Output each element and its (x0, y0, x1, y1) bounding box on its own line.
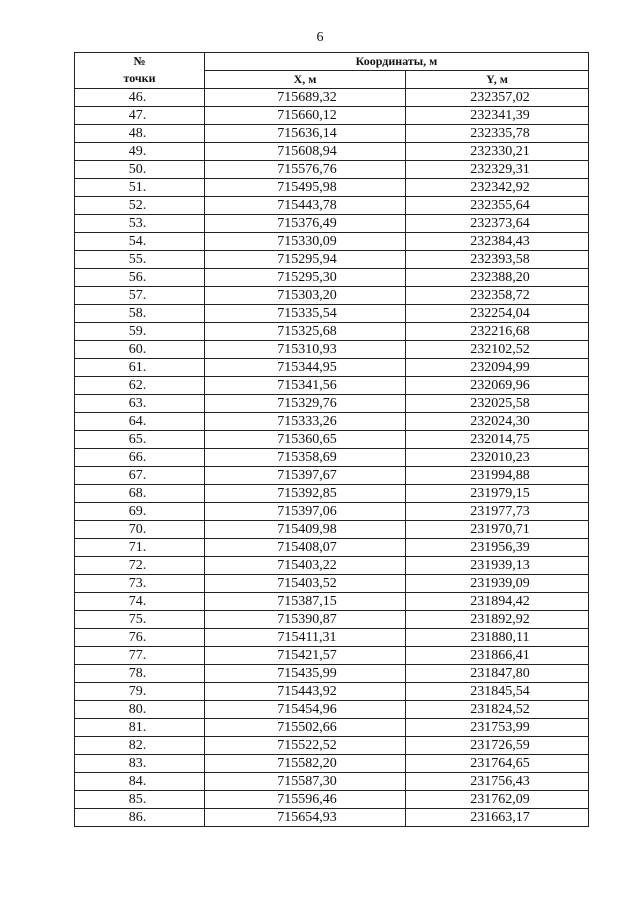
x-coordinate-cell: 715310,93 (205, 341, 406, 359)
table-row (75, 269, 589, 287)
x-coordinate-cell: 715397,06 (205, 503, 406, 521)
point-number-cell: 47. (75, 107, 205, 125)
point-number-cell: 82. (75, 737, 205, 755)
x-coordinate-cell: 715608,94 (205, 143, 406, 161)
table-row (75, 251, 589, 269)
y-coordinate-cell: 232355,64 (406, 197, 589, 215)
y-coordinate-cell: 232010,23 (406, 449, 589, 467)
y-coordinate-cell: 231824,52 (406, 701, 589, 719)
point-number-cell: 76. (75, 629, 205, 647)
y-coordinate-cell: 232014,75 (406, 431, 589, 449)
table-row (75, 323, 589, 341)
point-number-cell: 52. (75, 197, 205, 215)
y-coordinate-cell: 232393,58 (406, 251, 589, 269)
table-row (75, 377, 589, 395)
y-coordinate-cell: 231847,80 (406, 665, 589, 683)
y-coordinate-cell: 232358,72 (406, 287, 589, 305)
point-number-cell: 63. (75, 395, 205, 413)
table-body (75, 89, 589, 827)
point-number-cell: 59. (75, 323, 205, 341)
table-row (75, 557, 589, 575)
table-row (75, 593, 589, 611)
y-coordinate-cell: 231762,09 (406, 791, 589, 809)
x-coordinate-cell: 715330,09 (205, 233, 406, 251)
x-coordinate-cell: 715335,54 (205, 305, 406, 323)
y-coordinate-cell: 231753,99 (406, 719, 589, 737)
x-coordinate-cell: 715495,98 (205, 179, 406, 197)
x-coordinate-cell: 715341,56 (205, 377, 406, 395)
x-coordinate-cell: 715392,85 (205, 485, 406, 503)
table-row (75, 809, 589, 827)
x-coordinate-cell: 715576,76 (205, 161, 406, 179)
point-number-cell: 74. (75, 593, 205, 611)
y-coordinate-cell: 231845,54 (406, 683, 589, 701)
point-number-header (75, 53, 205, 89)
table-row (75, 395, 589, 413)
point-number-cell: 85. (75, 791, 205, 809)
table-row (75, 125, 589, 143)
y-coordinate-cell: 231764,65 (406, 755, 589, 773)
point-number-cell: 48. (75, 125, 205, 143)
table-row (75, 755, 589, 773)
table-row (75, 341, 589, 359)
table-row (75, 197, 589, 215)
table-row (75, 179, 589, 197)
x-coordinate-cell: 715390,87 (205, 611, 406, 629)
table-row (75, 89, 589, 107)
y-coordinate-cell: 231956,39 (406, 539, 589, 557)
y-coordinate-cell: 231866,41 (406, 647, 589, 665)
x-coordinate-cell: 715376,49 (205, 215, 406, 233)
x-coordinate-cell: 715443,92 (205, 683, 406, 701)
coordinates-header: Координаты, м (205, 53, 589, 71)
point-number-cell: 64. (75, 413, 205, 431)
y-coordinate-cell: 232069,96 (406, 377, 589, 395)
point-number-cell: 77. (75, 647, 205, 665)
point-number-cell: 79. (75, 683, 205, 701)
x-coordinate-cell: 715689,32 (205, 89, 406, 107)
point-number-cell: 61. (75, 359, 205, 377)
x-coordinate-cell: 715502,66 (205, 719, 406, 737)
y-coordinate-cell: 232025,58 (406, 395, 589, 413)
table-row (75, 431, 589, 449)
y-coordinate-cell: 232330,21 (406, 143, 589, 161)
x-coordinate-cell: 715435,99 (205, 665, 406, 683)
point-number-cell: 86. (75, 809, 205, 827)
point-number-cell: 84. (75, 773, 205, 791)
point-number-cell: 69. (75, 503, 205, 521)
table-row (75, 683, 589, 701)
x-coordinate-cell: 715325,68 (205, 323, 406, 341)
page-number: 6 (316, 30, 324, 45)
point-number-cell: 53. (75, 215, 205, 233)
point-number-cell: 78. (75, 665, 205, 683)
x-coordinate-cell: 715403,52 (205, 575, 406, 593)
y-coordinate-cell: 232329,31 (406, 161, 589, 179)
table-row (75, 161, 589, 179)
y-coordinate-cell: 231939,13 (406, 557, 589, 575)
x-coordinate-cell: 715421,57 (205, 647, 406, 665)
point-number-cell: 50. (75, 161, 205, 179)
y-coordinate-cell: 232342,92 (406, 179, 589, 197)
y-coordinate-cell: 232357,02 (406, 89, 589, 107)
x-coordinate-cell: 715358,69 (205, 449, 406, 467)
table-row (75, 647, 589, 665)
point-number-cell: 67. (75, 467, 205, 485)
x-coordinate-cell: 715333,26 (205, 413, 406, 431)
y-coordinate-cell: 231894,42 (406, 593, 589, 611)
y-coordinate-cell: 232102,52 (406, 341, 589, 359)
x-coordinate-cell: 715660,12 (205, 107, 406, 125)
point-number-cell: 46. (75, 89, 205, 107)
table-header (75, 53, 589, 89)
y-coordinate-cell: 231880,11 (406, 629, 589, 647)
table-row (75, 467, 589, 485)
point-number-cell: 81. (75, 719, 205, 737)
table-row (75, 413, 589, 431)
y-coordinate-cell: 231970,71 (406, 521, 589, 539)
point-number-cell: 71. (75, 539, 205, 557)
point-number-cell: 70. (75, 521, 205, 539)
x-coordinate-cell: 715409,98 (205, 521, 406, 539)
x-coordinate-cell: 715329,76 (205, 395, 406, 413)
x-coordinate-cell: 715360,65 (205, 431, 406, 449)
point-number-cell: 54. (75, 233, 205, 251)
x-coordinate-cell: 715403,22 (205, 557, 406, 575)
table-row (75, 485, 589, 503)
y-coordinate-cell: 232341,39 (406, 107, 589, 125)
y-coordinate-cell: 232254,04 (406, 305, 589, 323)
point-number-cell: 65. (75, 431, 205, 449)
point-number-cell: 75. (75, 611, 205, 629)
table-row (75, 305, 589, 323)
table-row (75, 233, 589, 251)
table-row (75, 611, 589, 629)
y-coordinate-cell: 231939,09 (406, 575, 589, 593)
point-number-cell: 80. (75, 701, 205, 719)
y-coordinate-cell: 232335,78 (406, 125, 589, 143)
table-row (75, 575, 589, 593)
y-coordinate-cell: 231979,15 (406, 485, 589, 503)
x-coordinate-cell: 715454,96 (205, 701, 406, 719)
point-number-header-line1: № (133, 54, 146, 68)
x-coordinate-cell: 715295,30 (205, 269, 406, 287)
coordinates-table (74, 52, 589, 827)
table-row (75, 107, 589, 125)
point-number-cell: 66. (75, 449, 205, 467)
table-row (75, 521, 589, 539)
table-row (75, 215, 589, 233)
x-coordinate-cell: 715582,20 (205, 755, 406, 773)
table-row (75, 773, 589, 791)
y-coordinate-cell: 231892,92 (406, 611, 589, 629)
x-coordinate-cell: 715344,95 (205, 359, 406, 377)
table-row (75, 665, 589, 683)
y-coordinate-cell: 231994,88 (406, 467, 589, 485)
x-coordinate-cell: 715295,94 (205, 251, 406, 269)
y-coordinate-cell: 232388,20 (406, 269, 589, 287)
point-number-cell: 49. (75, 143, 205, 161)
y-coordinate-cell: 232373,64 (406, 215, 589, 233)
y-coordinate-cell: 231663,17 (406, 809, 589, 827)
table-row (75, 143, 589, 161)
table-row (75, 539, 589, 557)
table-row (75, 359, 589, 377)
x-coordinate-cell: 715303,20 (205, 287, 406, 305)
table-row (75, 629, 589, 647)
x-coordinate-cell: 715636,14 (205, 125, 406, 143)
table-row (75, 737, 589, 755)
point-number-cell: 57. (75, 287, 205, 305)
y-coordinate-cell: 231977,73 (406, 503, 589, 521)
point-number-cell: 56. (75, 269, 205, 287)
point-number-cell: 73. (75, 575, 205, 593)
point-number-cell: 55. (75, 251, 205, 269)
x-coordinate-cell: 715443,78 (205, 197, 406, 215)
y-coordinate-cell: 232216,68 (406, 323, 589, 341)
table-row (75, 701, 589, 719)
table-row (75, 503, 589, 521)
point-number-cell: 60. (75, 341, 205, 359)
point-number-cell: 68. (75, 485, 205, 503)
point-number-cell: 51. (75, 179, 205, 197)
y-column-header: Y, м (406, 71, 589, 89)
table-row (75, 449, 589, 467)
table-row (75, 719, 589, 737)
point-number-cell: 58. (75, 305, 205, 323)
x-coordinate-cell: 715387,15 (205, 593, 406, 611)
x-column-header: X, м (205, 71, 406, 89)
x-coordinate-cell: 715411,31 (205, 629, 406, 647)
point-number-cell: 83. (75, 755, 205, 773)
y-coordinate-cell: 232384,43 (406, 233, 589, 251)
y-coordinate-cell: 232024,30 (406, 413, 589, 431)
x-coordinate-cell: 715522,52 (205, 737, 406, 755)
x-coordinate-cell: 715654,93 (205, 809, 406, 827)
y-coordinate-cell: 231756,43 (406, 773, 589, 791)
point-number-cell: 72. (75, 557, 205, 575)
y-coordinate-cell: 232094,99 (406, 359, 589, 377)
point-number-header-line2: точки (123, 71, 156, 85)
x-coordinate-cell: 715397,67 (205, 467, 406, 485)
x-coordinate-cell: 715596,46 (205, 791, 406, 809)
point-number-cell: 62. (75, 377, 205, 395)
x-coordinate-cell: 715408,07 (205, 539, 406, 557)
table-row (75, 287, 589, 305)
table-row (75, 791, 589, 809)
x-coordinate-cell: 715587,30 (205, 773, 406, 791)
y-coordinate-cell: 231726,59 (406, 737, 589, 755)
